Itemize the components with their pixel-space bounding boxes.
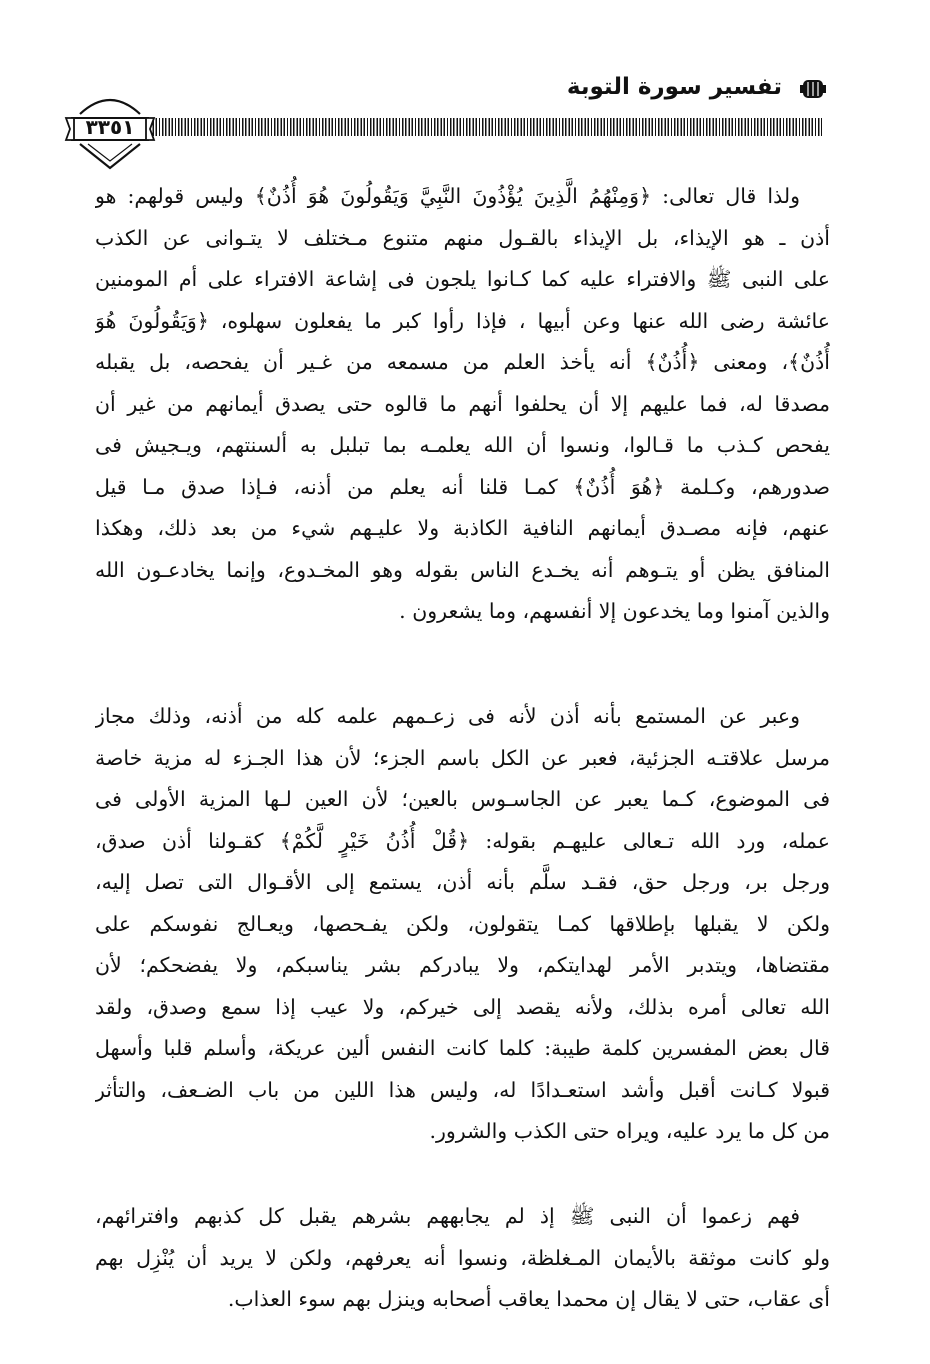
text-line: الله تعالى أمره بذلك، ولأنه يقصد إلى خيركم، ولا عيب إذا سمع وصدق، ولقد — [95, 994, 830, 1019]
text-line: ولو كانت موثقة بالأيمان المـغلظة، ونسوا أنه يعرفهم، ولكن لا يريد أن يُنْزِل بهم — [95, 1245, 830, 1270]
text-line: عنهم، فإنه مصـدق أيمانهم النافية الكاذبة ولا عليـهم شيء من بعد ذلك، وهكذا — [95, 516, 830, 540]
header-rule — [146, 118, 822, 136]
text-line: ورجل بر، ورجل حق، فقـد سلَّم بأنه أذن، يستمع إلى الأقـوال التى تصل إليه، — [95, 870, 830, 894]
text-line: فى الموضوع، كـما يعبر عن الجاسـوس بالعين؛ لأن العين لـها المزية الأولى فى — [95, 787, 830, 811]
paragraph-1 — [95, 176, 830, 633]
page-number: ٣٣٥١ — [85, 115, 135, 139]
text-line: عائشة رضى الله عنها وعن أبيها ، فإذا رأوا كبر ما يفعلون سهلوه، ﴿وَيَقُولُونَ هُوَ — [95, 308, 830, 333]
paragraph-3 — [95, 1196, 830, 1321]
paragraph-2 — [95, 696, 830, 1153]
text-line: فهم زعموا أن النبى ﷺ إذ لم يجابههم بشرهم يقبل كل كذبهم وافترائهم، — [95, 1204, 800, 1228]
text-line: مصدقا له، فما عليهم إلا أن يحلفوا أنهم ما قالوه حتى يصدق أيمانهم من غير أن — [95, 391, 830, 416]
running-title: تفسير سورة التوبة — [566, 74, 782, 100]
text-line: عمله، ورد الله تـعالى عليهـم بقوله: ﴿قُلْ أُذُنُ خَيْرٍ لَّكُمْ﴾ كقـولنا أذن صدق، — [95, 828, 830, 853]
text-line: على النبى ﷺ والافتراء عليه كما كـانوا يلجون فى إشاعة الافتراء على أم المومنين — [95, 267, 830, 291]
text-line: والذين آمنوا وما يخدعون إلا أنفسهم، وما يشعرون . — [399, 599, 830, 623]
text-line: مقتضاها، ويتدبر الأمر لهدايتكم، ولا يبادركم بشر يناسبكم، ولا يفضحكم؛ لأن — [95, 953, 830, 977]
text-line: يفحص كـذب ما قـالوا، ونسوا أن الله يعلمـه بما تبلبل به ألسنتهم، ويـجيش فى — [95, 433, 830, 457]
text-line: المنافق يظن أو يتـوهم أنه يخـدع الناس بقوله وهو المخـدوع، وإنما يخادعـون الله — [95, 557, 830, 582]
text-line: صدورهم، وكـلمة ﴿هُوَ أُذُنٌ﴾ كمـا قلنا أنه يعلم من أذنه، فـإذا صدق مـا قيل — [95, 474, 830, 499]
text-line: مرسل علاقتـه الجزئية، فعبر عن الكل باسم الجزء؛ لأن هذا الجـزء له مزية خاصة — [95, 745, 830, 770]
ornament-icon — [800, 78, 826, 100]
text-line: قبولا كـانت أقبل وأشد استعـدادًا له، وليس هذا اللين من باب الضـعف، والتأثر — [95, 1077, 830, 1102]
text-line: أُذُنٌ﴾، ومعنى ﴿أُذُنٌ﴾ أنه يأخذ العلم من مسمعه من غـير أن يفحصه، بل يقبله — [95, 350, 830, 374]
text-line: ولذا قال تعالى: ﴿وَمِنْهُمُ الَّذِينَ يُؤْذُونَ النَّبِيَّ وَيَقُولُونَ هُوَ أُذُنٌ﴾ وليس قولهم: هو — [95, 184, 800, 208]
text-line: قال بعض المفسرين كلمة طيبة: كلما كانت النفس ألين عريكة، وأسلم قلبا وأسهل — [95, 1036, 830, 1060]
text-line: ولكن لا يقبلها بإطلاقها كمـا يتقولون، ولكن يفـحصها، ويعـالج نفوسكم على — [95, 911, 830, 936]
text-line: أى عقاب، حتى لا يقال إن محمدا يعاقب أصحابه وينزل بهم سوء العذاب. — [227, 1287, 830, 1311]
text-line: من كل ما يرد عليه، ويراه حتى الكذب والشرور. — [429, 1119, 830, 1143]
text-line: أذن ـ هو الإيذاء، بل الإيذاء بالقـول منهم متنوع مـختلف لا يتـوانى عن الكذب — [95, 225, 830, 250]
text-line: وعبر عن المستمع بأنه أذن لأنه فى زعـمهم علمه كله من أذنه، وذلك مجاز — [95, 704, 800, 728]
